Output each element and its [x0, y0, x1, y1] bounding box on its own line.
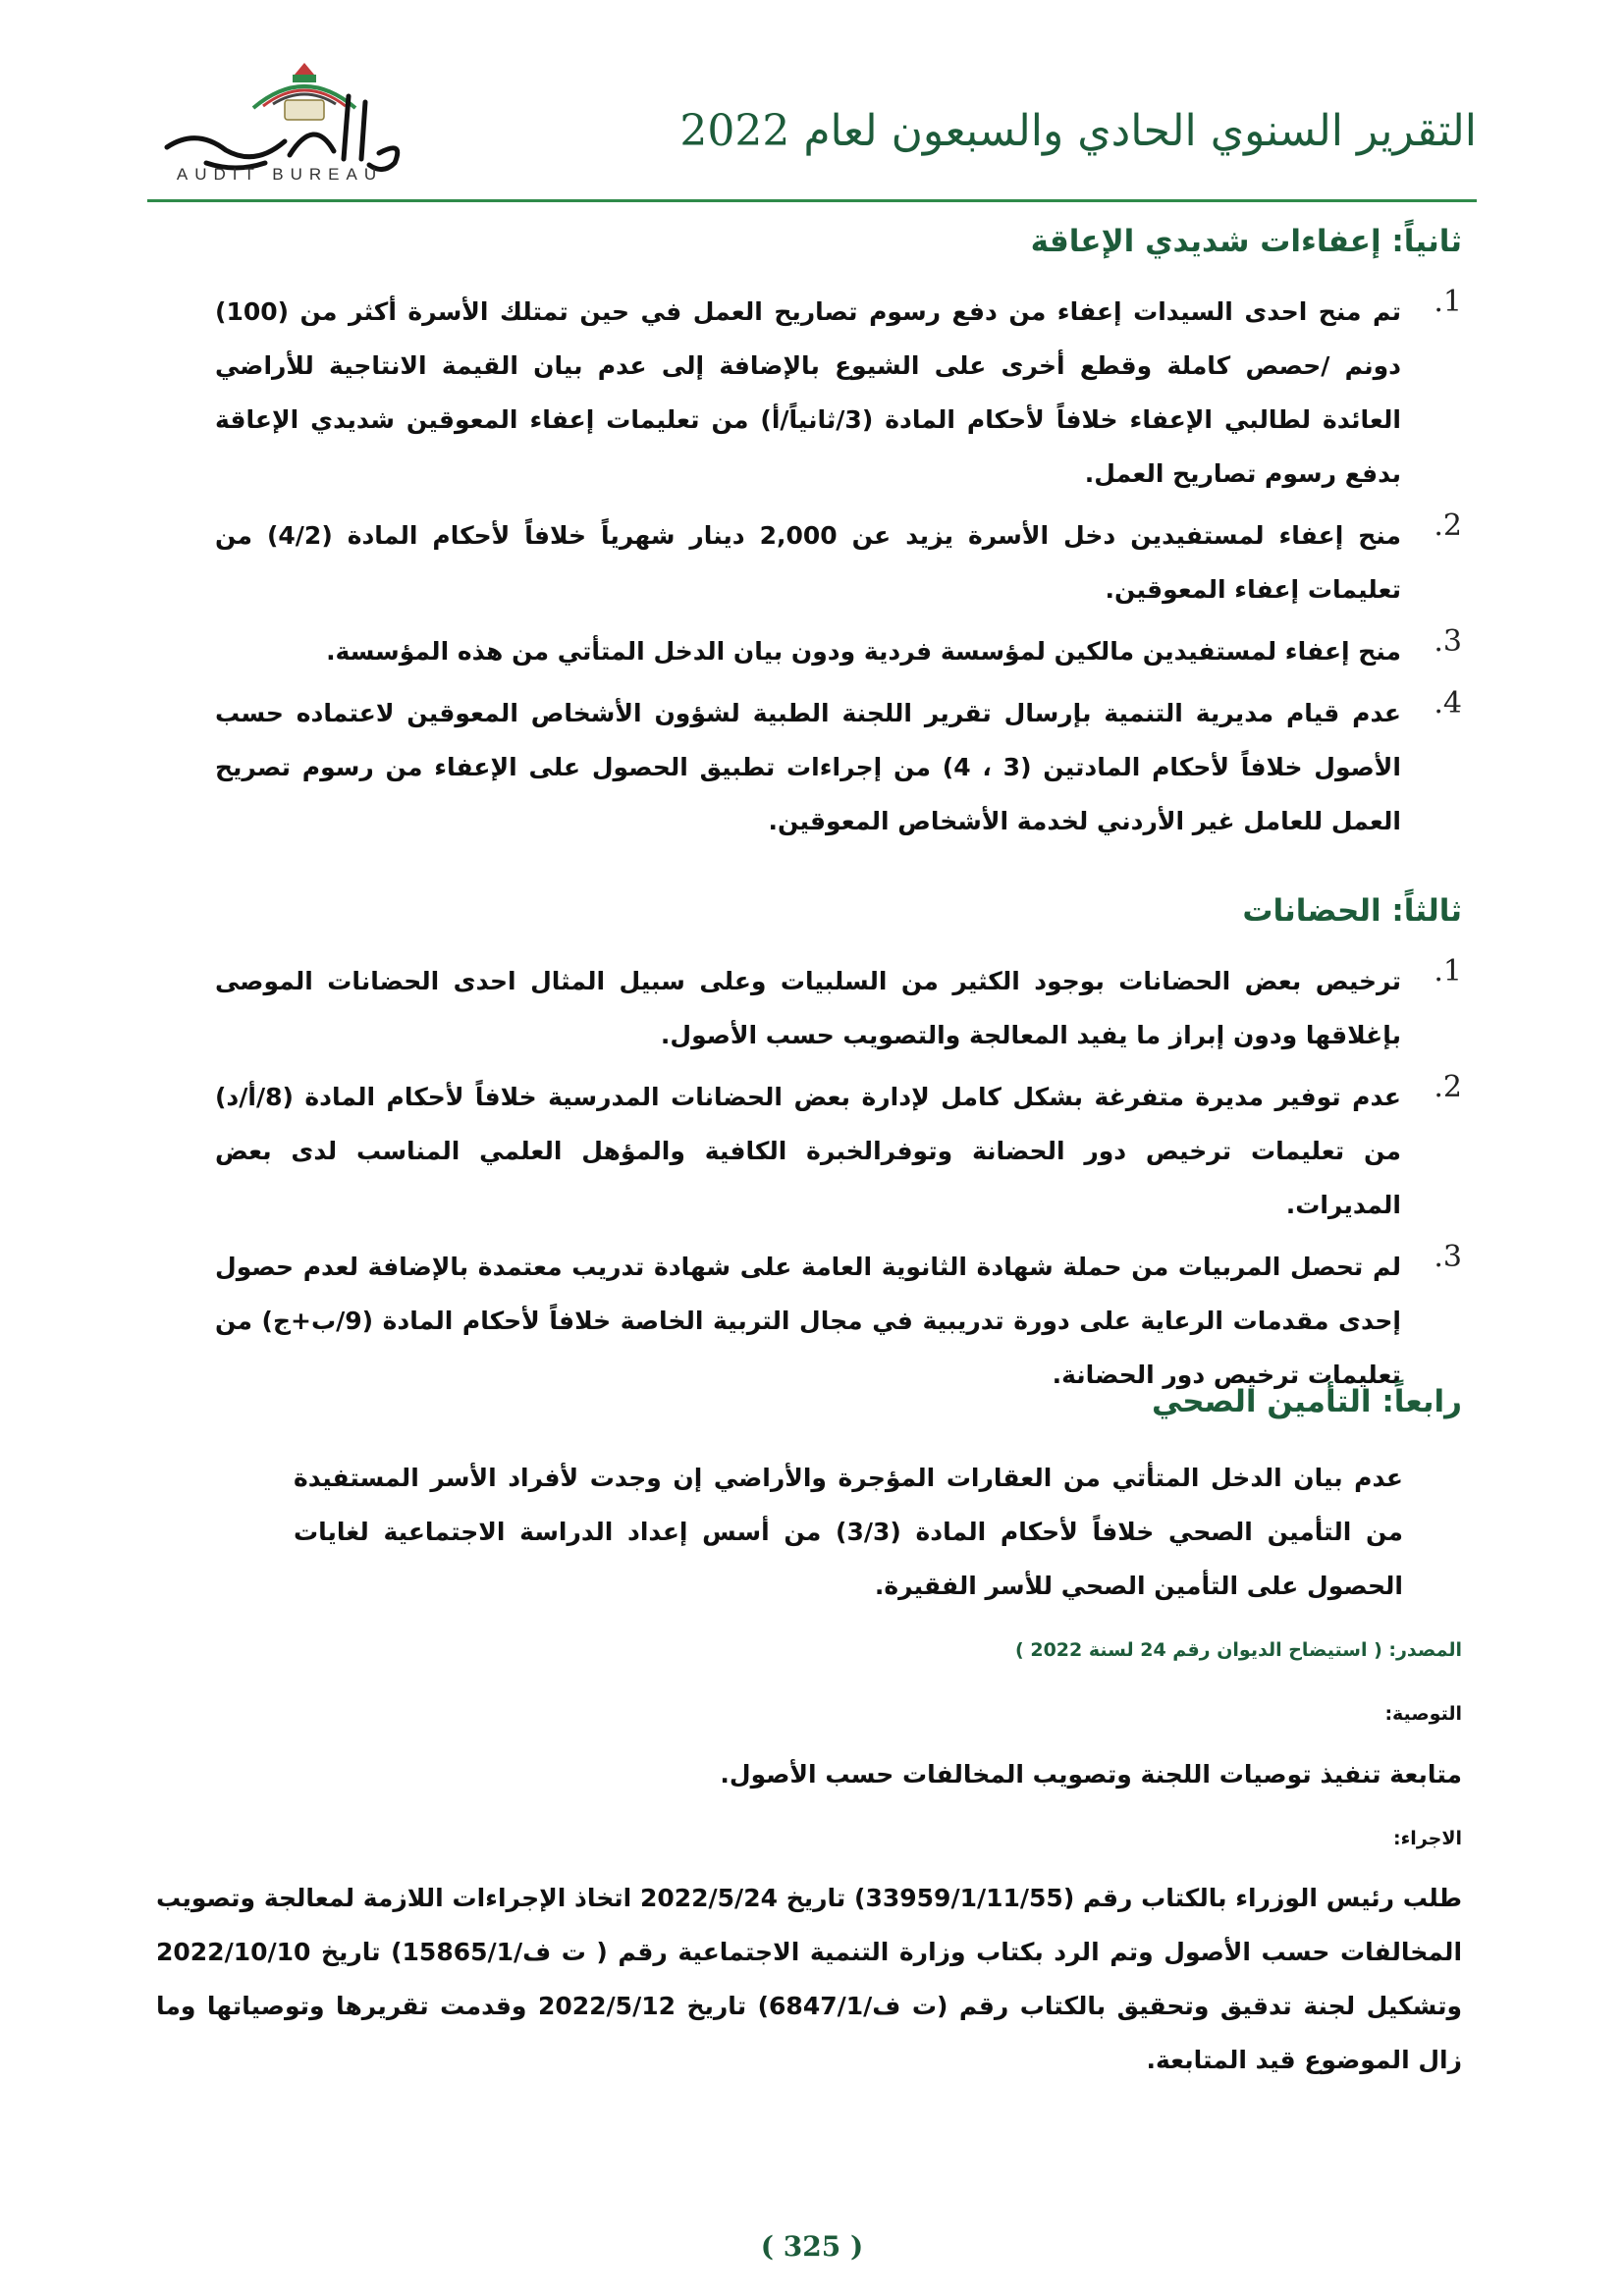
item-text: عدم قيام مديرية التنمية بإرسال تقرير اللجنة الطبية لشؤون الأشخاص المعوقين لاعتماده حسب الأصول خلافاً لأحكام المادتين (3 ، 4) من إجراءات تطبيق الحصول على الإعفاء من رسوم تصريح العمل للعامل غير الأردني لخدمة الأشخاص المعوقين.: [215, 699, 1401, 835]
item-number: 1.: [1434, 954, 1462, 988]
item-number: 2.: [1434, 508, 1462, 543]
item-number: 3.: [1434, 1240, 1462, 1274]
crown-emblem-icon: [253, 63, 355, 120]
nurseries-list: [156, 954, 1462, 1410]
section-heading-nurseries: ثالثاً: الحضانات: [1242, 893, 1462, 929]
page-number: ( 325 ): [760, 2230, 864, 2263]
item-number: 3.: [1434, 624, 1462, 659]
item-text: عدم توفير مديرة متفرغة بشكل كامل لإدارة بعض الحضانات المدرسية خلافاً لأحكام المادة (8/أ/د) من تعليمات ترخيص دور الحضانة وتوفرالخبرة الكافية والمؤهل العلمي المناسب لدى بعض المديرات.: [215, 1083, 1401, 1219]
action-text: طلب رئيس الوزراء بالكتاب رقم (33959/1/11/55) تاريخ 2022/5/24 اتخاذ الإجراءات اللازمة لمعالجة وتصويب المخالفات حسب الأصول وتم الرد بكتاب وزارة التنمية الاجتماعية رقم ( ت ف/15865/1) تاريخ 2022/10/10 وتشكيل لجنة تدقيق وتحقيق بالكتاب رقم (ت ف/6847/1) تاريخ 2022/5/12 وقدمت تقريرها وتوصياتها وما زال الموضوع قيد المتابعة.: [156, 1884, 1463, 2074]
section-heading-severe-disability: ثانياً: إعفاءات شديدي الإعاقة: [1030, 224, 1462, 259]
item-text: منح إعفاء لمستفيدين مالكين لمؤسسة فردية ودون بيان الدخل المتأتي من هذه المؤسسة.: [326, 637, 1401, 666]
item-text: لم تحصل المربيات من حملة شهادة الثانوية العامة على شهادة تدريب معتمدة بالإضافة لعدم حصول إحدى مقدمات الرعاية على دورة تدريبية في مجال التربية الخاصة خلافاً لأحكام المادة (9/ب+ج) من تعليمات ترخيص دور الحضانة.: [215, 1253, 1401, 1389]
list-item: [156, 1240, 1462, 1402]
list-item: [156, 624, 1462, 678]
page-header: [0, 0, 1624, 206]
item-text: تم منح احدى السيدات إعفاء من دفع رسوم تصاريح العمل في حين تمتلك الأسرة أكثر من (100) دونم /حصص كاملة وقطع أخرى على الشيوع بالإضافة إلى عدم بيان القيمة الانتاجية للأراضي العائدة لطالبي الإعفاء خلافاً لأحكام المادة (3/ثانياً/أ) من تعليمات إعفاء المعوقين شديدي الإعاقة بدفع رسوم تصاريح العمل.: [215, 297, 1401, 488]
calligraphy-mark-icon: [167, 96, 398, 170]
recommendation-text: متابعة تنفيذ توصيات اللجنة وتصويب المخالفات حسب الأصول.: [720, 1760, 1462, 1789]
recommendation-label: التوصية:: [1384, 1703, 1462, 1725]
report-title: التقرير السنوي الحادي والسبعون لعام 2022: [679, 106, 1477, 156]
paragraph-text: عدم بيان الدخل المتأتي من العقارات المؤجرة والأراضي إن وجدت لأفراد الأسر المستفيدة من التأمين الصحي خلافاً لأحكام المادة (3/3) من أسس إعداد الدراسة الاجتماعية لغايات الحصول على التأمين الصحي للأسر الفقيرة.: [294, 1464, 1403, 1600]
health-insurance-paragraph: [294, 1451, 1403, 1613]
severe-disability-list: [156, 285, 1462, 856]
item-number: 1.: [1434, 285, 1462, 319]
list-item: [156, 285, 1462, 501]
header-divider: [147, 199, 1477, 202]
section-heading-health-insurance: رابعاً: التأمين الصحي: [1151, 1384, 1462, 1419]
list-item: [156, 954, 1462, 1062]
list-item: [156, 1070, 1462, 1232]
recommendation-block: [156, 1747, 1462, 1801]
item-number: 4.: [1434, 686, 1462, 721]
source-note: المصدر: ( استيضاح الديوان رقم 24 لسنة 2022 ): [1015, 1639, 1462, 1661]
list-item: [156, 508, 1462, 616]
item-number: 2.: [1434, 1070, 1462, 1104]
list-item: [156, 686, 1462, 848]
item-text: منح إعفاء لمستفيدين دخل الأسرة يزيد عن 2,000 دينار شهرياً خلافاً لأحكام المادة (4/2) من تعليمات إعفاء المعوقين.: [215, 521, 1401, 604]
item-text: ترخيص بعض الحضانات بوجود الكثير من السلبيات وعلى سبيل المثال احدى الحضانات الموصى بإغلاقها ودون إبراز ما يفيد المعالجة والتصويب حسب الأصول.: [215, 967, 1401, 1049]
logo-caption: AUDIT BUREAU: [176, 165, 384, 184]
action-label: الاجراء:: [1393, 1828, 1462, 1849]
action-block: [156, 1871, 1462, 2087]
